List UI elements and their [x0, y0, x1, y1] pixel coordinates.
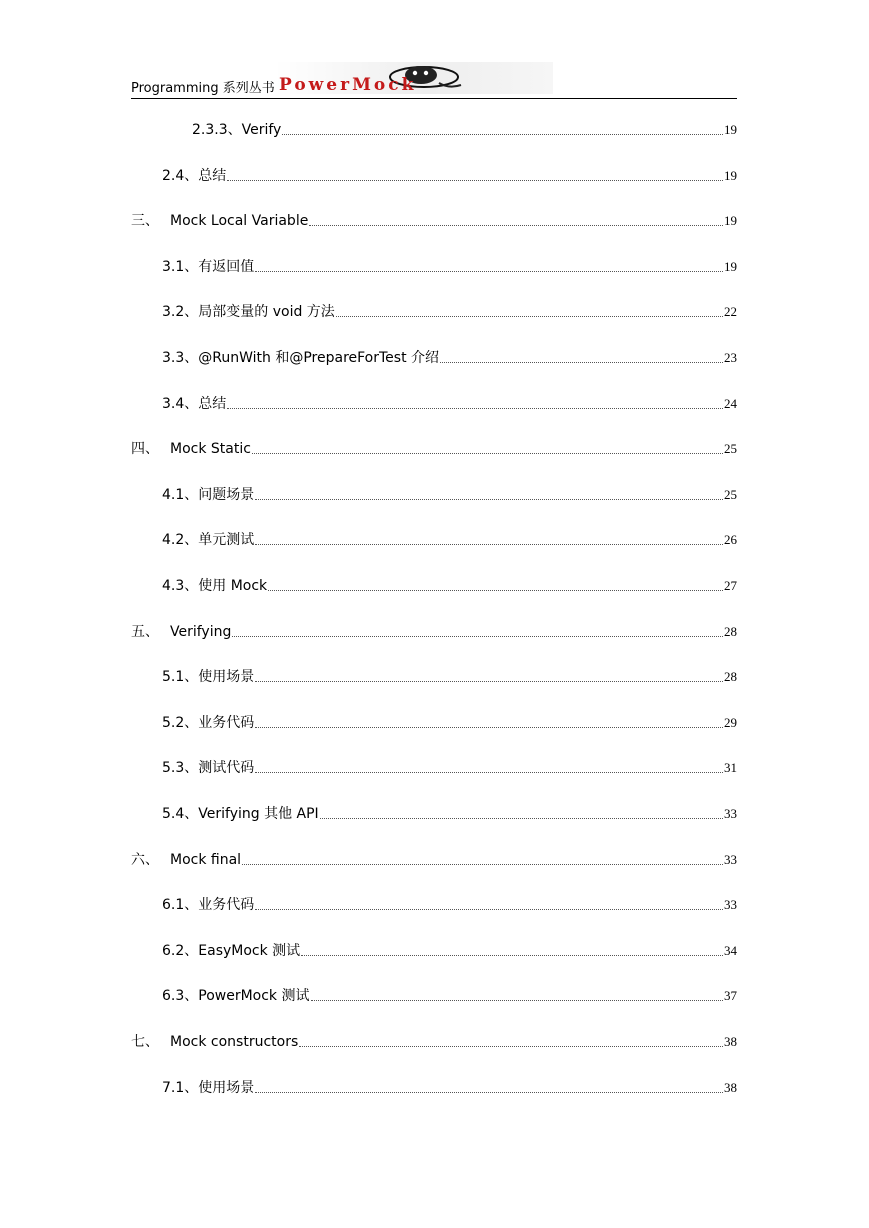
- toc-entry[interactable]: [162, 664, 737, 686]
- toc-entry-title: Verifying: [170, 624, 232, 640]
- series-title: Programming 系列丛书: [131, 81, 275, 96]
- toc-entry-title: 3.2、局部变量的 void 方法: [162, 304, 335, 320]
- toc-dot-leader: [301, 955, 723, 956]
- toc-page-number: 23: [724, 350, 737, 365]
- toc-entry[interactable]: [131, 847, 737, 869]
- toc-entry-title: 3.3、@RunWith 和@PrepareForTest 介绍: [162, 350, 440, 366]
- toc-page-number: 19: [724, 213, 737, 228]
- toc-entry[interactable]: [162, 482, 737, 504]
- toc-entry-title: 6.2、EasyMock 测试: [162, 943, 301, 959]
- toc-entry[interactable]: [131, 436, 737, 458]
- toc-dot-leader: [440, 362, 723, 363]
- toc-page-number: 38: [724, 1034, 737, 1049]
- toc-entry[interactable]: [162, 892, 737, 914]
- toc-dot-leader: [299, 1046, 723, 1047]
- toc-entry-title: Mock constructors: [170, 1034, 299, 1050]
- toc-entry[interactable]: [162, 983, 737, 1005]
- toc-dot-leader: [242, 864, 723, 865]
- toc-entry[interactable]: [162, 527, 737, 549]
- toc-page-number: 33: [724, 806, 737, 821]
- toc-entry[interactable]: [131, 208, 737, 230]
- toc-entry[interactable]: [131, 619, 737, 641]
- toc-page-number: 19: [724, 168, 737, 183]
- toc-dot-leader: [227, 408, 723, 409]
- toc-entry-title: 2.4、总结: [162, 168, 227, 184]
- toc-dot-leader: [309, 225, 723, 226]
- toc-dot-leader: [255, 909, 723, 910]
- toc-page-number: 29: [724, 715, 737, 730]
- toc-page-number: 33: [724, 852, 737, 867]
- toc-page-number: 28: [724, 624, 737, 639]
- toc-dot-leader: [255, 271, 723, 272]
- toc-page-number: 31: [724, 760, 737, 775]
- toc-entry-title: 2.3.3、Verify: [192, 122, 282, 138]
- toc-entry-title: 6.3、PowerMock 测试: [162, 988, 310, 1004]
- toc-page-number: 19: [724, 122, 737, 137]
- toc-entry[interactable]: [162, 710, 737, 732]
- toc-dot-leader: [336, 316, 723, 317]
- toc-entry-title: 7.1、使用场景: [162, 1080, 255, 1096]
- toc-entry[interactable]: [162, 299, 737, 321]
- toc-entry-title: 4.3、使用 Mock: [162, 578, 268, 594]
- toc-chapter-number: 四、: [131, 441, 159, 457]
- toc-entry[interactable]: [131, 1029, 737, 1051]
- toc-dot-leader: [255, 681, 723, 682]
- logo-wordmark: PowerMock: [279, 75, 417, 94]
- toc-dot-leader: [252, 453, 723, 454]
- toc-page-number: 27: [724, 578, 737, 593]
- toc-chapter-number: 三、: [131, 213, 159, 229]
- toc-entry-title: Mock Static: [170, 441, 251, 457]
- toc-entry-title: 5.3、测试代码: [162, 760, 255, 776]
- toc-entry-title: 5.4、Verifying 其他 API: [162, 806, 319, 822]
- toc-entry[interactable]: [162, 254, 737, 276]
- toc-chapter-number: 六、: [131, 852, 159, 868]
- toc-page-number: 38: [724, 1080, 737, 1095]
- toc-dot-leader: [255, 727, 723, 728]
- toc-dot-leader: [268, 590, 723, 591]
- toc-entry-title: 3.4、总结: [162, 396, 227, 412]
- toc-page-number: 37: [724, 988, 737, 1003]
- toc-page-number: 25: [724, 441, 737, 456]
- toc-entry-title: 4.1、问题场景: [162, 487, 255, 503]
- toc-page-number: 33: [724, 897, 737, 912]
- toc-dot-leader: [255, 772, 723, 773]
- toc-dot-leader: [255, 499, 723, 500]
- toc-entry[interactable]: [162, 391, 737, 413]
- toc-page-number: 19: [724, 259, 737, 274]
- toc-entry-title: 5.2、业务代码: [162, 715, 255, 731]
- toc-entry-title: Mock final: [170, 852, 242, 868]
- toc-entry[interactable]: [162, 801, 737, 823]
- toc-dot-leader: [311, 1000, 724, 1001]
- toc-dot-leader: [255, 1092, 723, 1093]
- toc-dot-leader: [227, 180, 723, 181]
- toc-entry[interactable]: [162, 573, 737, 595]
- toc-entry[interactable]: [162, 938, 737, 960]
- toc-entry[interactable]: [162, 1075, 737, 1097]
- toc-page-number: 22: [724, 304, 737, 319]
- toc-entry[interactable]: [192, 117, 737, 139]
- toc-entry-title: Mock Local Variable: [170, 213, 309, 229]
- toc-entry-title: 6.1、业务代码: [162, 897, 255, 913]
- toc-page-number: 25: [724, 487, 737, 502]
- toc-dot-leader: [232, 636, 723, 637]
- toc-dot-leader: [255, 544, 723, 545]
- toc-entry-title: 5.1、使用场景: [162, 669, 255, 685]
- toc-dot-leader: [282, 134, 723, 135]
- toc-page-number: 34: [724, 943, 737, 958]
- toc-chapter-number: 七、: [131, 1034, 159, 1050]
- toc-dot-leader: [320, 818, 723, 819]
- toc-entry-title: 4.2、单元测试: [162, 532, 255, 548]
- toc-entry-title: 3.1、有返回值: [162, 259, 255, 275]
- toc-entry[interactable]: [162, 755, 737, 777]
- toc-chapter-number: 五、: [131, 624, 159, 640]
- toc-page-number: 28: [724, 669, 737, 684]
- toc-page-number: 24: [724, 396, 737, 411]
- toc-entry[interactable]: [162, 163, 737, 185]
- toc-page-number: 26: [724, 532, 737, 547]
- toc-entry[interactable]: [162, 345, 737, 367]
